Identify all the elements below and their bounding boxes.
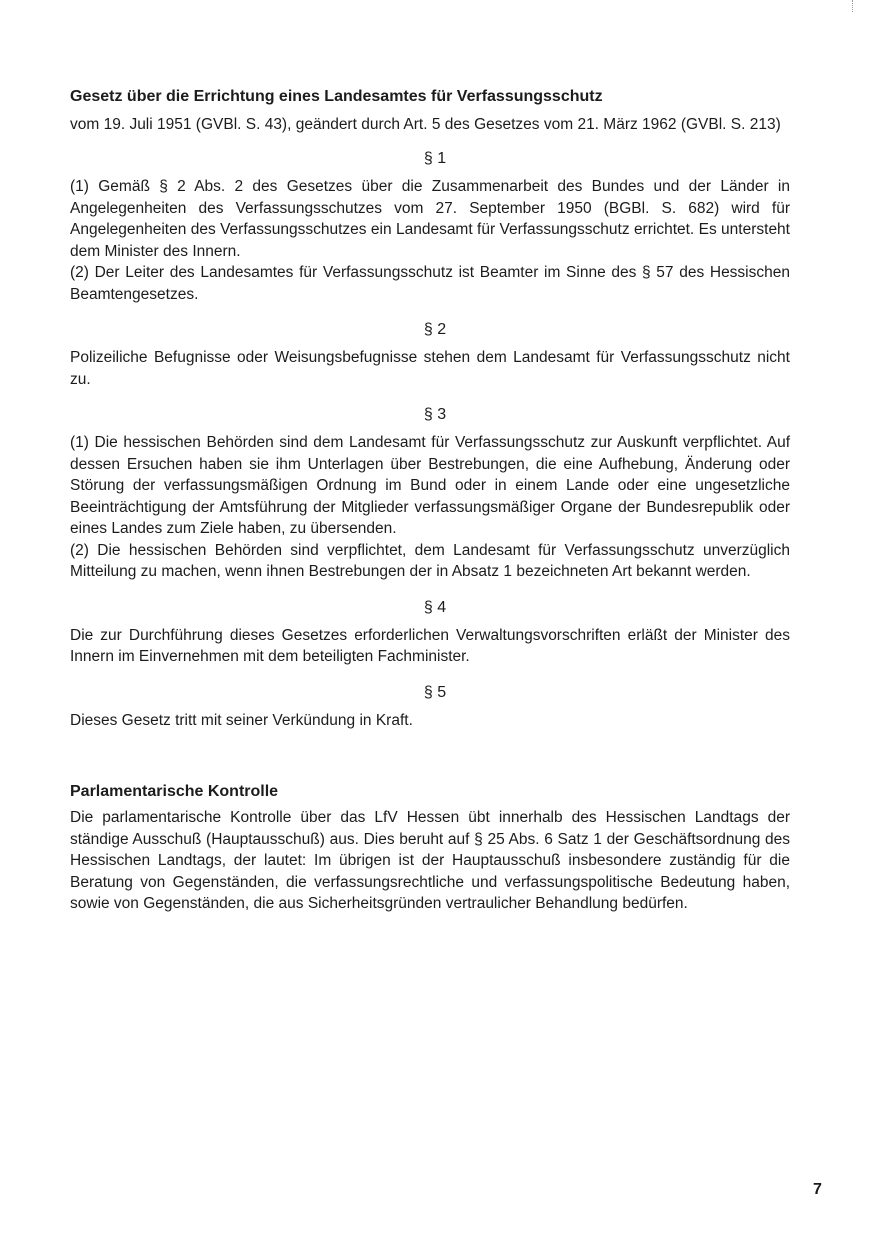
- section-1: [70, 148, 790, 305]
- page-number: 7: [813, 1181, 822, 1198]
- section-paragraph: (1) Die hessischen Behörden sind dem Landesamt für Verfassungsschutz zur Auskunft verpflichtet. Auf dessen Ersuchen haben sie ihm Unterlagen über Bestrebungen, die eine Aufhebung, Änderung oder Störung der verfassungsmäßigen Ordnung im Bund oder in einem Lande oder eine ungesetzliche Beeinträchtigung der Amtsführung der Mitglieder verfassungsmäßiger Organe der Bundesrepublik oder eines Landes zum Ziele haben, zu übersenden.: [70, 434, 790, 537]
- section-heading: § 1: [423, 150, 447, 167]
- section-2: [70, 319, 790, 390]
- law-title: Gesetz über die Errichtung eines Landesamtes für Verfassungsschutz: [70, 88, 603, 105]
- section-paragraph: (1) Gemäß § 2 Abs. 2 des Gesetzes über die Zusammenarbeit des Bundes und der Länder in Angelegenheiten des Verfassungsschutzes vom 27. September 1950 (BGBl. S. 682) wird für Angelegenheiten des Verfassungsschutzes ein Landesamt für Verfassungsschutz errichtet. Es untersteht dem Minister des Innern.: [70, 178, 790, 260]
- section-paragraph: (2) Der Leiter des Landesamtes für Verfassungsschutz ist Beamter im Sinne des § 57 des Hessischen Beamtengesetzes.: [70, 264, 790, 303]
- section-paragraph: Dieses Gesetz tritt mit seiner Verkündung in Kraft.: [70, 711, 413, 729]
- section-heading: § 5: [423, 683, 447, 701]
- section-4: [70, 597, 790, 668]
- parliamentary-control-text: Die parlamentarische Kontrolle über das LfV Hessen übt innerhalb des Hessischen Landtags der ständige Ausschuß (Hauptausschuß) aus. Dies beruht auf § 25 Abs. 6 Satz 1 der Geschäftsordnung des Hessischen Landtags, der lautet: Im übrigen ist der Hauptausschuß insbesondere zuständig für die Beratung von Gegenständen, die verfassungsrechtliche und verfassungspolitische Bedeutung haben, sowie von Gegenständen, die aus Sicherheitsgründen vertraulicher Behandlung bedürfen.: [70, 809, 790, 912]
- section-heading: § 3: [423, 406, 447, 423]
- section-3: [70, 404, 790, 583]
- section-paragraph: (2) Die hessischen Behörden sind verpflichtet, dem Landesamt für Verfassungsschutz unverzüglich Mitteilung zu machen, wenn ihnen Bestrebungen der in Absatz 1 bezeichneten Art bekannt werden.: [70, 541, 790, 580]
- parliamentary-control-heading: Parlamentarische Kontrolle: [70, 783, 279, 800]
- section-paragraph: Die zur Durchführung dieses Gesetzes erforderlichen Verwaltungsvorschriften erläßt der Minister des Innern im Einvernehmen mit dem beteiligten Fachminister.: [70, 626, 790, 665]
- section-heading: § 4: [423, 598, 447, 616]
- section-paragraph: Polizeiliche Befugnisse oder Weisungsbefugnisse stehen dem Landesamt für Verfassungsschutz nicht zu.: [70, 349, 790, 388]
- document-content: [70, 80, 790, 915]
- scan-edge-mark: [852, 0, 854, 12]
- section-5: [70, 682, 790, 732]
- section-heading: § 2: [423, 321, 447, 338]
- law-subtitle: vom 19. Juli 1951 (GVBl. S. 43), geändert durch Art. 5 des Gesetzes vom 21. März 1962 (GVBl. S. 213): [70, 116, 781, 133]
